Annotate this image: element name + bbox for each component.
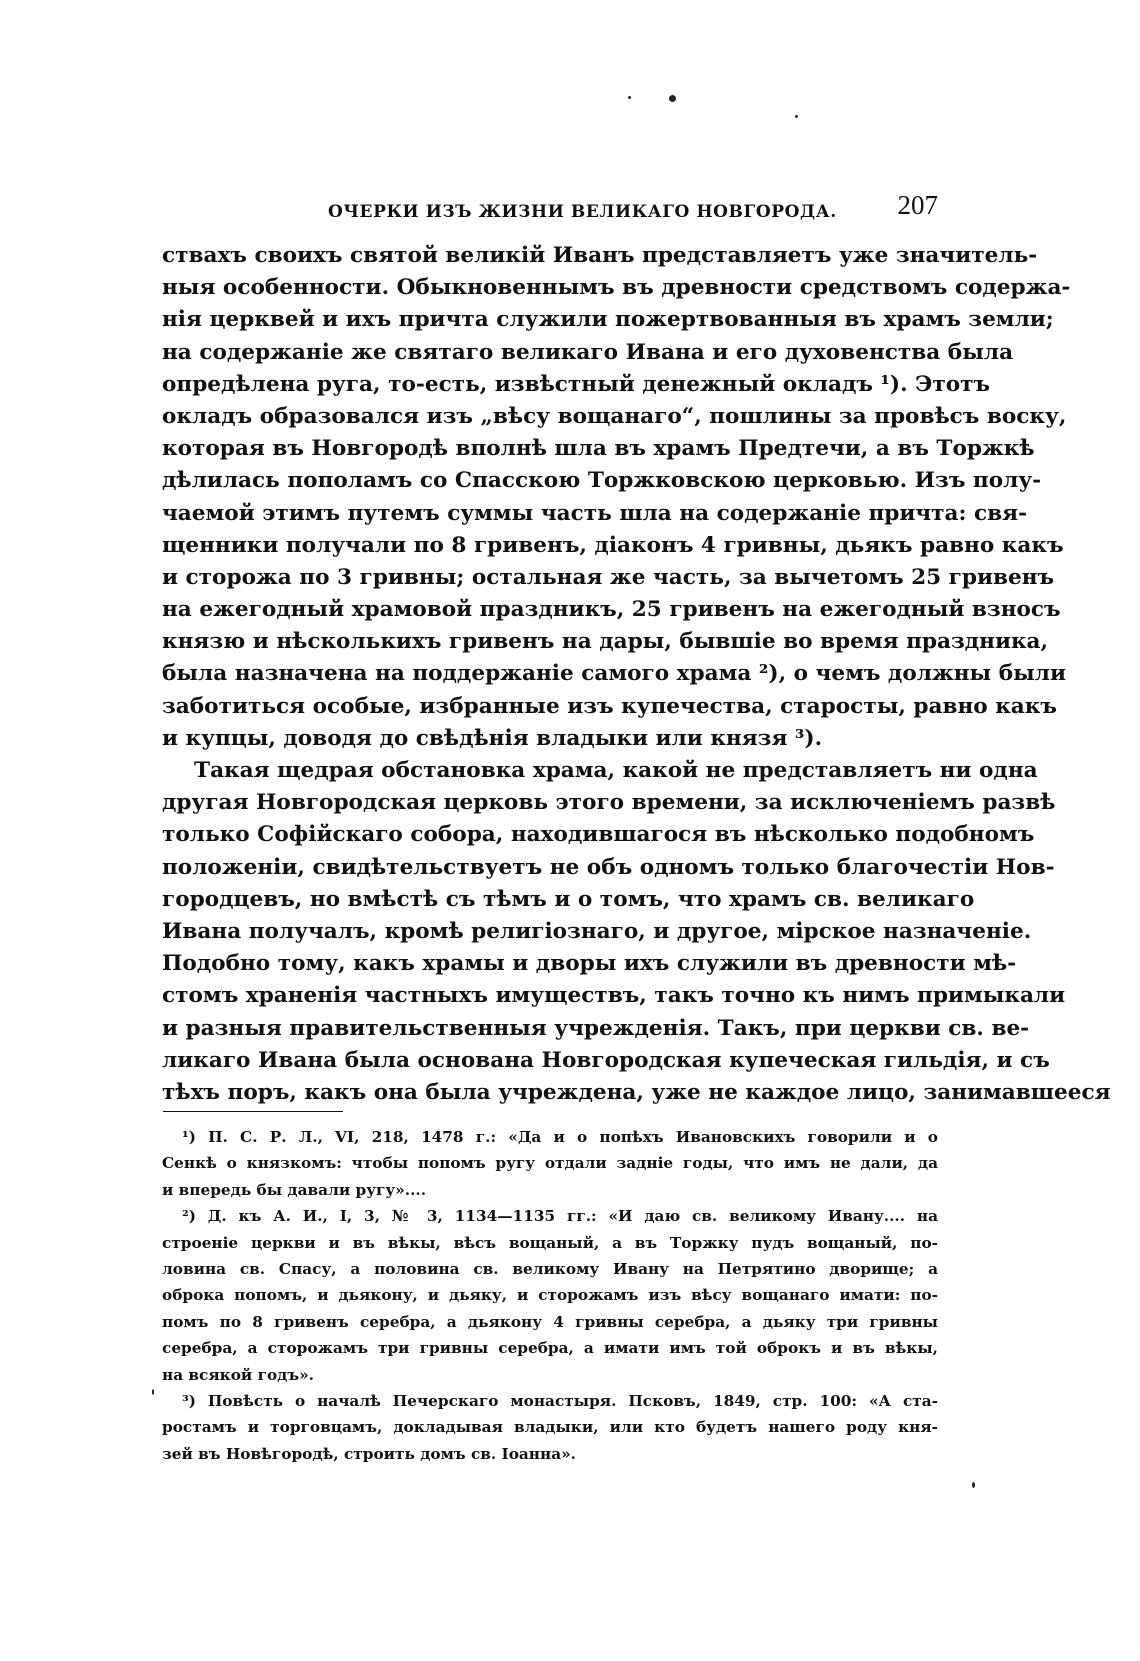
paragraph: [162, 240, 1071, 755]
scan-speck: [669, 95, 676, 102]
text-line: дѣлилась пополамъ со Спасскою Торжковскою церковью. Изъ полу-: [162, 468, 1042, 494]
footnote-line: и впередь бы давали ругу»....: [162, 1180, 427, 1199]
footnote-line: на всякой годъ».: [162, 1365, 314, 1384]
text-line: нія церквей и ихъ причта служили пожертвованныя въ храмъ земли;: [162, 307, 1054, 333]
footnote-line: серебра, а сторожамъ три гривны серебра, а имати имъ той оброкъ и въ вѣкы,: [162, 1339, 938, 1358]
scan-speck: [972, 1482, 975, 1488]
page-header: [168, 188, 938, 228]
running-title: ОЧЕРКИ ИЗЪ ЖИЗНИ ВЕЛИКАГО НОВГОРОДА.: [328, 202, 837, 222]
text-line: которая въ Новгородѣ вполнѣ шла въ храмъ Предтечи, а въ Торжкѣ: [162, 436, 1035, 462]
footnote-line: помъ по 8 гривенъ серебра, а дьякону 4 гривны серебра, а дьяку три гривны: [162, 1312, 938, 1331]
text-line: на ежегодный храмовой праздникъ, 25 гривенъ на ежегодный взносъ: [162, 597, 1061, 623]
footnote-2: [162, 1203, 938, 1388]
scan-speck: [628, 96, 631, 99]
text-line: ликаго Ивана была основана Новгородская купеческая гильдія, и съ: [162, 1047, 1050, 1073]
text-line: чаемой этимъ путемъ суммы часть шла на содержаніе причта: свя-: [162, 500, 1028, 526]
paragraph: [162, 755, 1111, 1109]
footnote-1: [162, 1124, 938, 1203]
footnote-3: [162, 1388, 938, 1467]
text-line: Ивана получалъ, кромѣ религіознаго, и другое, мірское назначеніе.: [162, 918, 1032, 944]
text-line: опредѣлена руга, то-есть, извѣстный денежный окладъ ¹). Этотъ: [162, 371, 991, 397]
page-number: 207: [897, 190, 938, 220]
text-line: Подобно тому, какъ храмы и дворы ихъ служили въ древности мѣ-: [162, 951, 1017, 977]
text-line: и разныя правительственныя учрежденія. Такъ, при церкви св. ве-: [162, 1015, 1030, 1041]
main-text: [162, 240, 1111, 1109]
text-line: тѣхъ поръ, какъ она была учреждена, уже не каждое лицо, занимавшееся: [162, 1079, 1111, 1105]
footnotes: [162, 1124, 938, 1467]
text-line: и купцы, доводя до свѣдѣнія владыки или князя ³).: [162, 725, 823, 751]
text-line: городцевъ, но вмѣстѣ съ тѣмъ и о томъ, что храмъ св. великаго: [162, 886, 975, 912]
text-line: окладъ образовался изъ „вѣсу вощанаго“, пошлины за провѣсъ воску,: [162, 403, 1067, 429]
footnote-line: зей въ Новѣгородѣ, строить домъ св. Іоанна».: [162, 1444, 576, 1463]
footnote-line: ловина св. Спасу, а половина св. великому Ивану на Петрятино дворище; а: [162, 1259, 938, 1278]
text-line: Такая щедрая обстановка храма, какой не представляетъ ни одна: [194, 758, 1038, 783]
text-line: была назначена на поддержаніе самого храма ²), о чемъ должны были: [162, 661, 1067, 687]
footnote-line: оброка попомъ, и дьякону, и дьяку, и сторожамъ изъ вѣсу вощанаго имати: по-: [162, 1286, 938, 1305]
footnote-divider: [163, 1111, 343, 1112]
text-line: и сторожа по 3 гривны; остальная же часть, за вычетомъ 25 гривенъ: [162, 564, 1055, 590]
scan-speck: [795, 115, 798, 118]
text-line: щенники получали по 8 гривенъ, діаконъ 4 гривны, дьякъ равно какъ: [162, 532, 1064, 558]
text-line: только Софійскаго собора, находившагося въ нѣсколько подобномъ: [162, 822, 1035, 848]
text-line: князю и нѣсколькихъ гривенъ на дары, бывшіе во время праздника,: [162, 629, 1049, 655]
text-line: на содержаніе же святаго великаго Ивана и его духовенства была: [162, 339, 1014, 365]
footnote-line: ¹) П. С. Р. Л., VI, 218, 1478 г.: «Да и о попѣхъ Ивановскихъ говорили и о: [182, 1128, 938, 1146]
footnote-line: ростамъ и торговцамъ, докладывая владыки, или кто будетъ нашего роду кня-: [162, 1418, 938, 1437]
text-line: другая Новгородская церковь этого времени, за исключеніемъ развѣ: [162, 790, 1056, 816]
footnote-line: Сенкѣ о князкомъ: чтобы попомъ ругу отдали задніе годы, что имъ не дали, да: [162, 1154, 938, 1173]
footnote-line: ³) Повѣсть о началѣ Печерскаго монастыря. Псковъ, 1849, стр. 100: «А ста-: [182, 1391, 938, 1410]
text-line: стомъ храненія частныхъ имуществъ, такъ точно къ нимъ примыкали: [162, 983, 1066, 1009]
footnote-line: ²) Д. къ А. И., I, 3, № 3, 1134—1135 гг.: «И даю св. великому Ивану.... на: [182, 1207, 938, 1226]
text-line: заботиться особые, избранные изъ купечества, старосты, равно какъ: [162, 693, 1057, 719]
footnote-line: строеніе церкви и въ вѣкы, вѣсъ вощаный, а въ Торжку пудъ вощаный, по-: [162, 1233, 938, 1252]
text-line: ствахъ своихъ святой великій Иванъ представляетъ уже значитель-: [162, 243, 1038, 268]
scan-speck: [152, 1389, 154, 1395]
text-line: ныя особенности. Обыкновеннымъ въ древности средствомъ содержа-: [162, 275, 1071, 301]
text-line: положеніи, свидѣтельствуетъ не объ одномъ только благочестіи Нов-: [162, 854, 1055, 880]
